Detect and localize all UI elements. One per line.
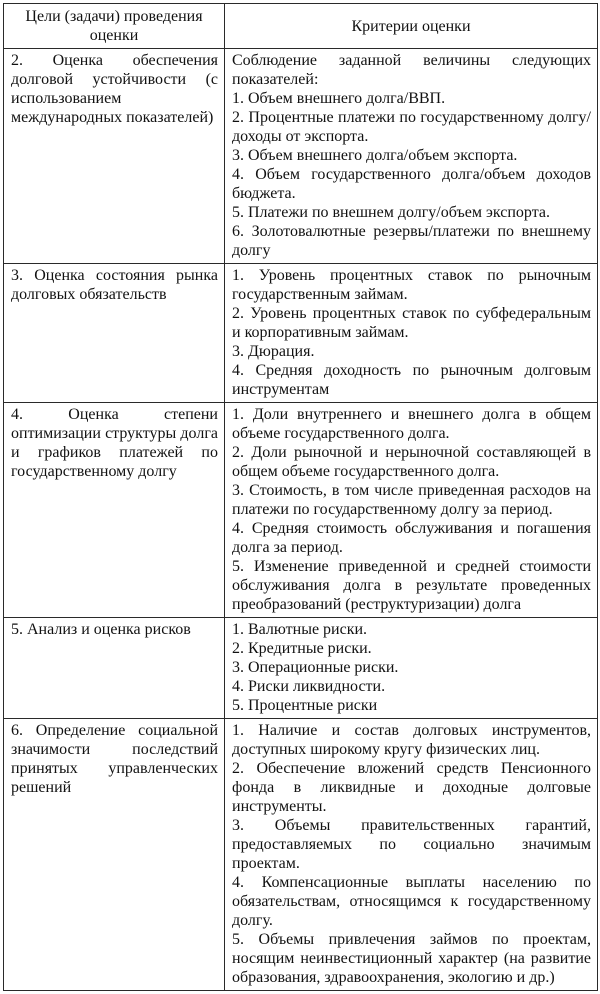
goal-cell: 5. Анализ и оценка рисков — [4, 618, 225, 719]
criteria-cell — [225, 403, 598, 618]
criteria-item: 2. Процентные платежи по государственному долгу/доходы от экспорта. — [232, 109, 591, 145]
table-header-row — [4, 4, 598, 49]
criteria-item: 3. Дюрация. — [232, 343, 315, 360]
table-row — [4, 264, 598, 403]
criteria-item: 6. Золотовалютные резервы/платежи по внешнему долгу — [232, 223, 591, 259]
criteria-item: 5. Изменение приведенной и средней стоимости обслуживания долга в результате проведенных преобразований (реструктуризации) долга — [232, 558, 591, 613]
criteria-item: 3. Объем внешнего долга/объем экспорта. — [232, 147, 518, 164]
criteria-item: 2. Уровень процентных ставок по субфедеральным и корпоративным займам. — [232, 305, 591, 341]
table-body — [4, 49, 598, 991]
criteria-item: 5. Процентные риски — [232, 697, 378, 714]
table-row — [4, 618, 598, 719]
goal-cell: 3. Оценка состояния рынка долговых обязательств — [4, 264, 225, 403]
criteria-item: 1. Валютные риски. — [232, 621, 368, 638]
table-row — [4, 49, 598, 264]
criteria-item: 2. Доли рыночной и нерыночной составляющей в общем объеме государственного долга. — [232, 444, 591, 480]
goal-cell: 2. Оценка обеспечения долговой устойчивости (с использованием международных показателей) — [4, 49, 225, 264]
evaluation-criteria-table — [3, 3, 598, 991]
criteria-item: 3. Объемы правительственных гарантий, предоставляемых по социально значимым проектам. — [232, 817, 591, 872]
goal-cell: 6. Определение социальной значимости последствий принятых управленческих решений — [4, 719, 225, 991]
criteria-item: 5. Объемы привлечения займов по проектам, носящим неинвестиционный характер (на развитие образования, здравоохранения, экологию и др.) — [232, 931, 591, 986]
criteria-item: 4. Компенсационные выплаты населению по обязательствам, относящимся к государственному долгу. — [232, 874, 591, 929]
criteria-cell — [225, 719, 598, 991]
criteria-item: 4. Риски ликвидности. — [232, 678, 386, 695]
criteria-cell — [225, 49, 598, 264]
criteria-item: 4. Средняя стоимость обслуживания и погашения долга за период. — [232, 520, 591, 556]
criteria-cell — [225, 618, 598, 719]
criteria-cell — [225, 264, 598, 403]
criteria-item: 3. Операционные риски. — [232, 659, 399, 676]
table-row — [4, 403, 598, 618]
header-goals-column: Цели (задачи) проведения оценки — [4, 4, 225, 49]
criteria-item: 4. Объем государственного долга/объем доходов бюджета. — [232, 166, 591, 202]
criteria-item: 5. Платежи по внешнем долгу/объем экспорта. — [232, 204, 550, 221]
criteria-item: 4. Средняя доходность по рыночным долговым инструментам — [232, 362, 591, 398]
criteria-item: 2. Кредитные риски. — [232, 640, 372, 657]
criteria-item: 1. Наличие и состав долговых инструментов, доступных широкому кругу физических лиц. — [232, 722, 591, 758]
table-row — [4, 719, 598, 991]
criteria-item: 3. Стоимость, в том числе приведенная расходов на платежи по государственному долгу за период. — [232, 482, 591, 518]
criteria-item: 1. Уровень процентных ставок по рыночным государственным займам. — [232, 267, 591, 303]
header-criteria-column: Критерии оценки — [225, 4, 598, 49]
goal-cell: 4. Оценка степени оптимизации структуры долга и графиков платежей по государственному долгу — [4, 403, 225, 618]
criteria-item: 1. Доли внутреннего и внешнего долга в общем объеме государственного долга. — [232, 406, 591, 442]
criteria-item: 1. Объем внешнего долга/ВВП. — [232, 90, 446, 107]
criteria-item: 2. Обеспечение вложений средств Пенсионного фонда в ликвидные и доходные долговые инструменты. — [232, 760, 591, 815]
criteria-item: Соблюдение заданной величины следующих показателей: — [232, 52, 591, 88]
